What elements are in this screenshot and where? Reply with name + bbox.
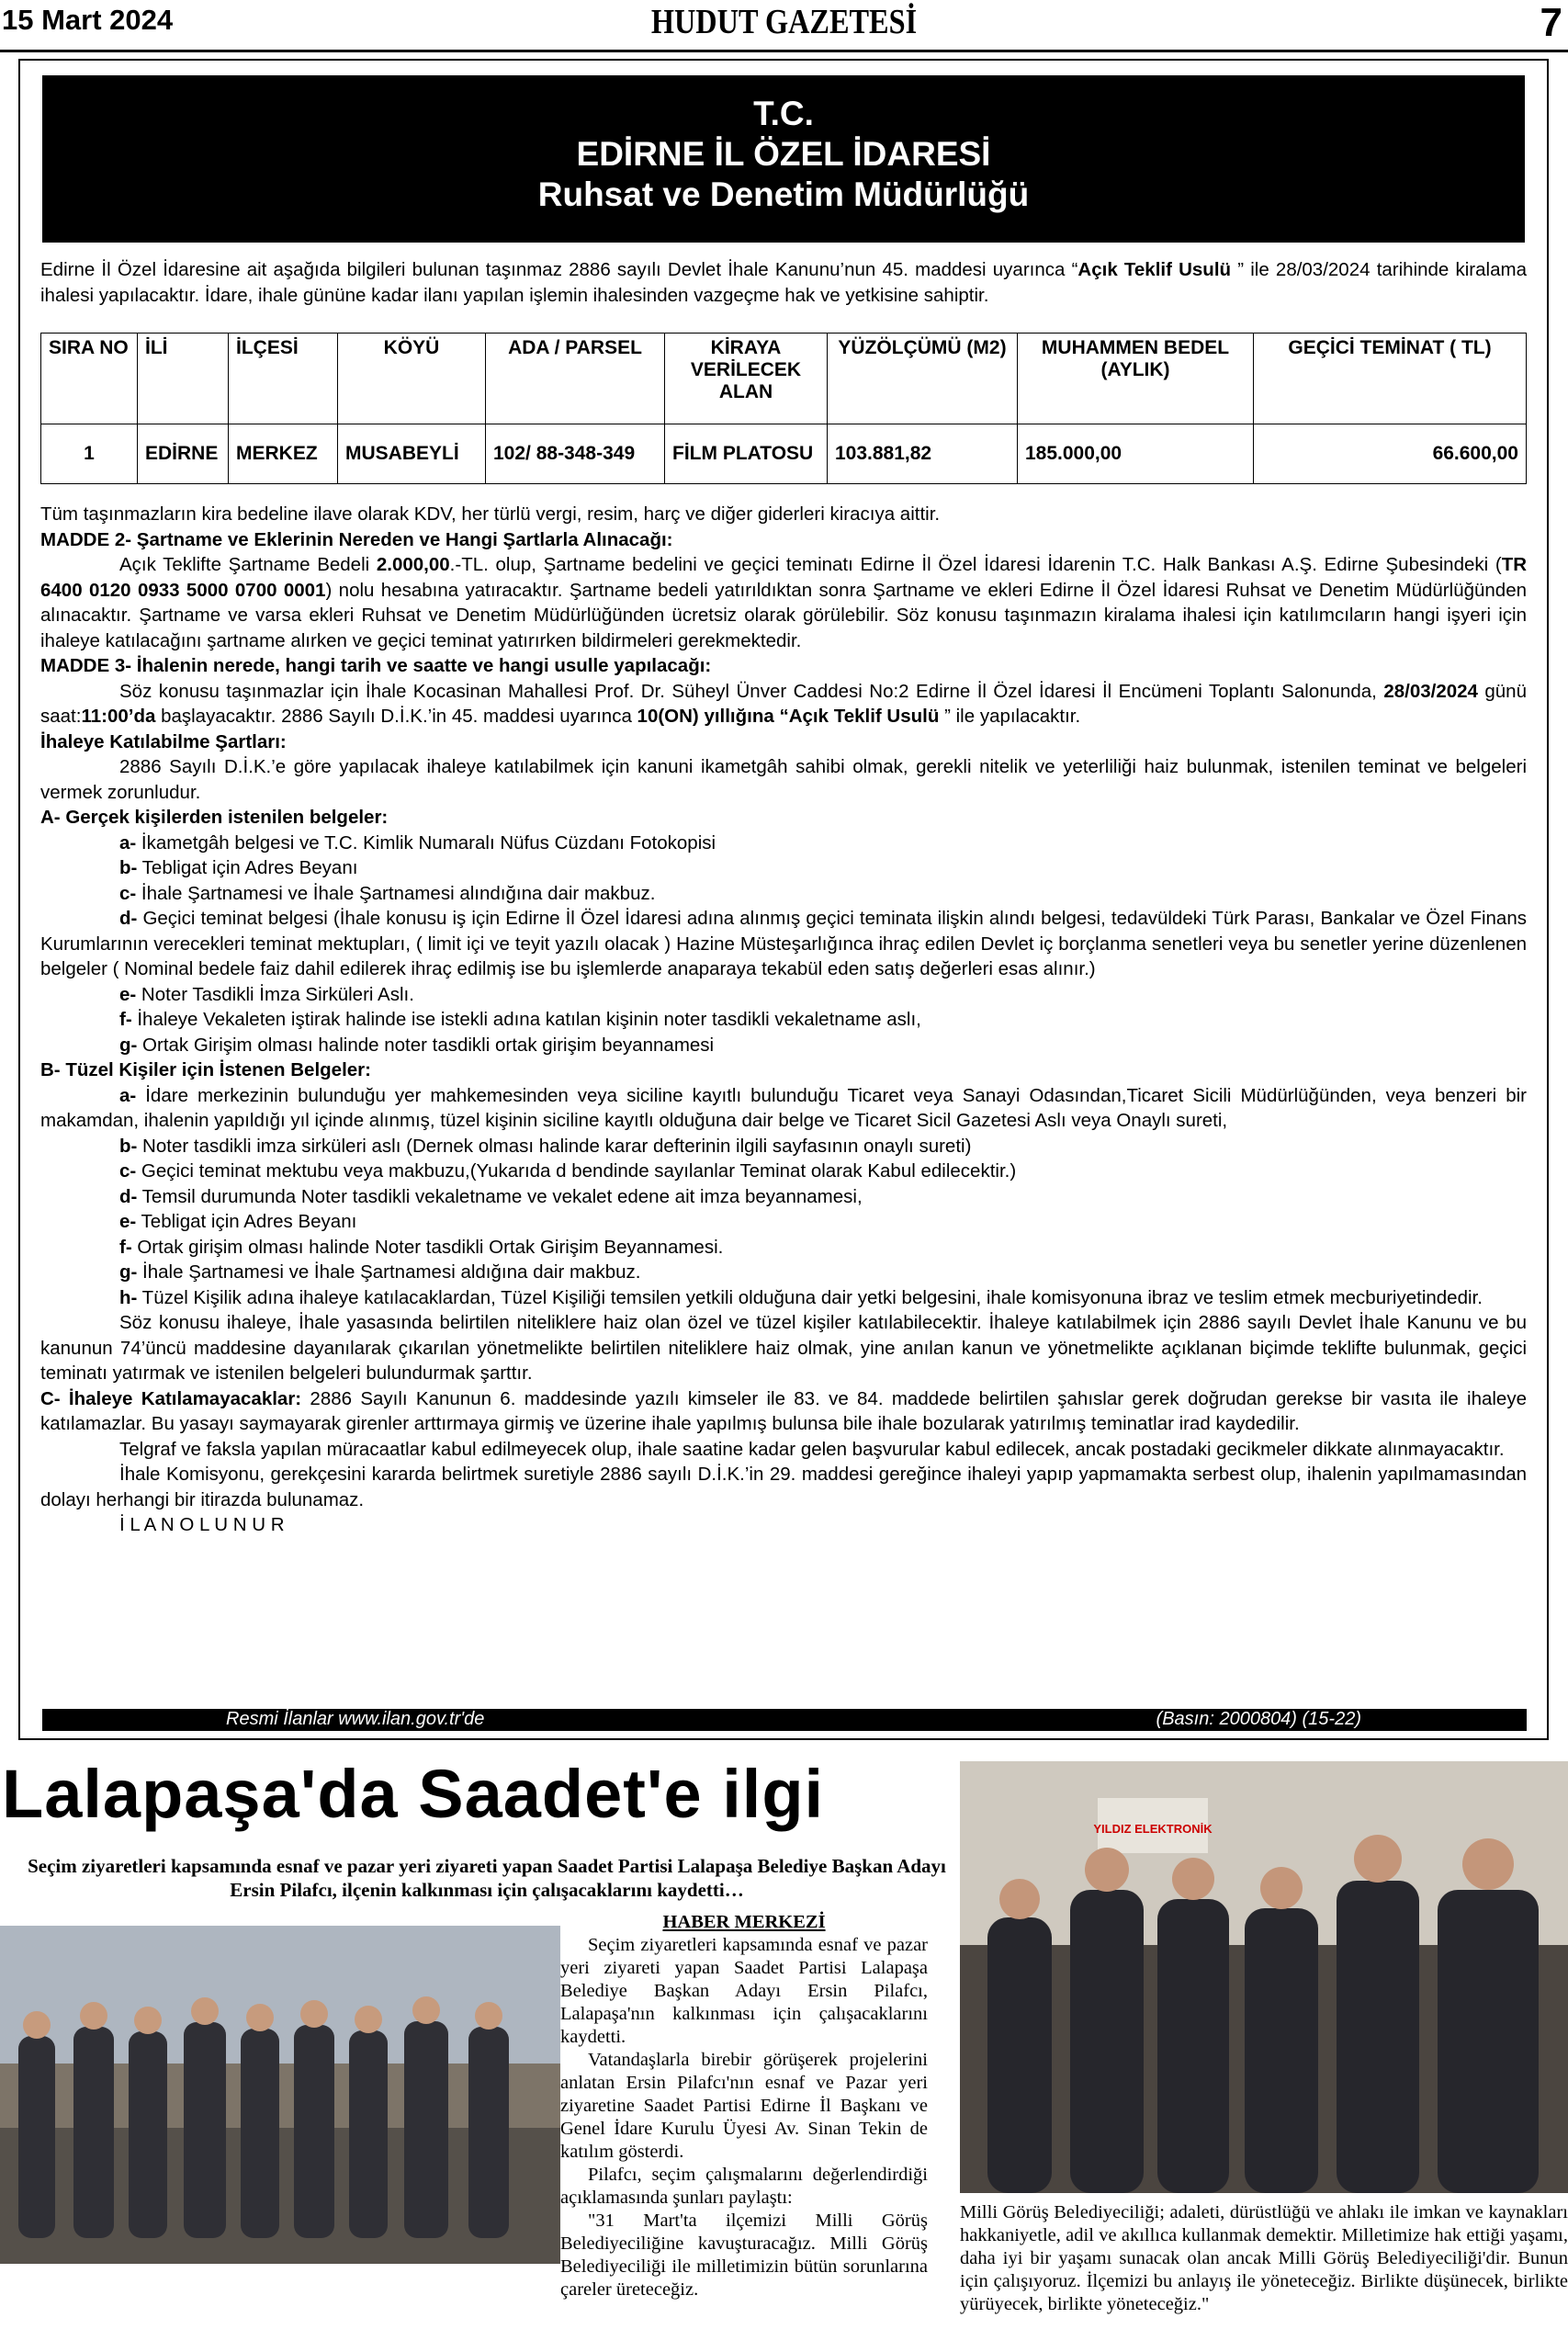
banner-line-2: EDİRNE İL ÖZEL İDARESİ (576, 135, 991, 173)
handshake-photo (960, 1761, 1568, 2193)
list-item: f- Ortak girişim olması halinde Noter tasdikli Ortak Girişim Beyannamesi. (119, 1236, 724, 1258)
cell-yuzolcum: 103.881,82 (828, 424, 1018, 484)
cell-teminat: 66.600,00 (1254, 424, 1527, 484)
section-a-title: A- Gerçek kişilerden istenilen belgeler: (40, 807, 389, 828)
col-il: İLİ (138, 334, 229, 424)
tuzel-paragraph: Söz konusu ihaleye, İhale yasasında belirtilen niteliklere haiz olan özel ve tüzel kişiler katılabilecektir. İhaleye katılabilmek için 2886 sayılı Devlet İhale Kanunu ve bu kanunun 74’üncü maddesine dayanılarak çıkarılan yönetmelikte belirtilen niteliklere haiz olmak, yine anılan kanun ve yönetmelikte açıklanan biçimde teklifte bulunmak, geçici teminatı yatırmak ve istenilen belgeleri bulundurmak şarttır. (40, 1312, 1527, 1384)
article-subhead: Seçim ziyaretleri kapsamında esnaf ve pazar yeri ziyareti yapan Saadet Partisi Lalapaşa Belediye Başkan Adayı Ersin Pilafcı, ilçenin kalkınması için çalışacaklarını kaydetti… (28, 1855, 946, 1901)
ilan-olunur: İ L A N O L U N U R (119, 1514, 285, 1535)
official-notice (18, 59, 1549, 1740)
handshake-photo-illustration (960, 1761, 1568, 2193)
list-item: g- Ortak Girişim olması halinde noter tasdikli ortak girişim beyannamesi (119, 1034, 715, 1056)
article-paragraph: Seçim ziyaretleri kapsamında esnaf ve pazar yeri ziyareti yapan Saadet Partisi Lalapaşa Belediye Başkan Adayı Ersin Pilafcı, Lalapaşa'nın kalkınması için çalışacaklarını kaydetti. (560, 1935, 928, 2047)
list-item: g- İhale Şartnamesi ve İhale Şartnamesi aldığına dair makbuz. (119, 1261, 641, 1283)
page-number: 7 (1540, 0, 1562, 45)
list-item: f- İhaleye Vekaleten iştirak halinde ise istekli adına katılan kişinin noter tasdikli vekaletname aslı, (119, 1009, 921, 1030)
list-item: e- Noter Tasdikli İmza Sirküleri Aslı. (119, 983, 414, 1005)
shop-sign-text: YILDIZ ELEKTRONİK (1093, 1822, 1213, 1836)
section-b-title: B- Tüzel Kişiler için İstenen Belgeler: (40, 1059, 371, 1080)
banner-line-3: Ruhsat ve Denetim Müdürlüğü (537, 175, 1030, 213)
madde-3-title: MADDE 3- İhalenin nerede, hangi tarih ve saatte ve hangi usulle yapılacağı: (40, 655, 712, 676)
col-koy: KÖYÜ (338, 334, 486, 424)
list-item: a- İdare merkezinin bulunduğu yer mahkemesinden veya siciline kayıtlı bulunduğu Ticaret veya Sanayi Odasından,Ticaret Sicili Müdürlüğünden, veya benzeri bir makamdan, ihalenin yapıldığı yıl içinde alınmış, tüzel kişinin siciline kayıtlı olduğuna dair belge ve Ticaret Sicil Gazetesi Aslı veya Onaylı sureti, (40, 1084, 1527, 1131)
col-sira: SIRA NO (41, 334, 138, 424)
madde-3-text: Söz konusu taşınmazlar için İhale Kocasinan Mahallesi Prof. Dr. Süheyl Ünver Caddesi No:2 Edirne İl Özel İdaresi İl Encümeni Toplantı Salonunda, 28/03/2024 günü saat:11:00’da başlayacaktır. 2886 Sayılı D.İ.K.’in 45. maddesi uyarınca 10(ON) yıllığına “Açık Teklif Usulü ” ile yapılacaktır. (40, 680, 1527, 727)
list-item: b- Noter tasdikli imza sirküleri aslı (Dernek olması halinde karar defterinin ilgili sayfasının onaylı sureti) (119, 1135, 972, 1157)
list-item: e- Tebligat için Adres Beyanı (119, 1211, 357, 1232)
article-paragraph: Pilafcı, seçim çalışmalarını değerlendirdiği açıklamasında şunları paylaştı: (560, 2165, 928, 2208)
newspaper-name: HUDUT GAZETESİ (650, 3, 918, 41)
list-item: d- Geçici teminat belgesi (İhale konusu iş için Edirne İl Özel İdaresi adına alınmış geçici teminata ilişkin alındı belgesi, tedavüldeki Türk Parası, Bankalar ve Özel Finans Kurumlarının verecekleri teminat mektupları, ( limit içi ve teyit yazılı olacak ) Hazine Müsteşarlığınca ihraç edilen Devlet iç borçlanma senetleri veya bu senetler yerine düzenlenen belgeler ( Nominal bedele faiz dahil edilerek ihraç edilmiş ise bu işlemlerde anaparaya tekabül eden satış değerleri esas alınır.) (40, 908, 1527, 979)
col-alan: KİRAYA VERİLECEK ALAN (665, 334, 828, 424)
col-ada: ADA / PARSEL (486, 334, 665, 424)
cell-sira: 1 (41, 424, 138, 484)
article-column-2 (960, 2201, 1568, 2316)
cell-alan: FİLM PLATOSU (665, 424, 828, 484)
page-header (0, 0, 1568, 48)
col-yuzolcum: YÜZÖLÇÜMÜ (M2) (828, 334, 1018, 424)
list-item: d- Temsil durumunda Noter tasdikli vekaletname ve vekalet edene ait imza beyannamesi, (119, 1185, 863, 1207)
notice-intro: Edirne İl Özel İdaresine ait aşağıda bilgileri bulunan taşınmaz 2886 sayılı Devlet İhale Kanunu’nun 45. maddesi uyarınca “Açık Teklif Usulü ” ile 28/03/2024 tarihinde kiralama ihalesi yapılacaktır. İdare, ihale gününe kadar ilanı yapılan işlemin ihalesinden vazgeçme hak ve yetkisine sahiptir. (40, 259, 1527, 306)
tax-note: Tüm taşınmazların kira bedeline ilave olarak KDV, her türlü vergi, resim, harç ve diğer giderleri kiracıya aittir. (40, 503, 941, 525)
list-item: b- Tebligat için Adres Beyanı (119, 857, 358, 878)
cell-il: EDİRNE (138, 424, 229, 484)
byline: HABER MERKEZİ (662, 1912, 826, 1932)
notice-body (40, 502, 1527, 1538)
group-photo (0, 1926, 560, 2264)
rental-table (40, 333, 1527, 484)
col-teminat: GEÇİCİ TEMİNAT ( TL) (1254, 334, 1527, 424)
list-item: c- İhale Şartnamesi ve İhale Şartnamesi alındığına dair makbuz. (119, 882, 656, 904)
footer-ref: (Basın: 2000804) (15-22) (1156, 1709, 1361, 1729)
cell-ilce: MERKEZ (229, 424, 338, 484)
article-paragraph: Milli Görüş Belediyeciliği; adaleti, dürüstlüğü ve ahlakı ile imkan ve kaynakları hakkaniyetle, adil ve akıllıca kullanmak demektir. Milletimize hak ettiği yaşamı, daha iyi bir yaşamı sunacak olan ancak Milli Görüş Belediyeciliği'dir. Bunun için çalışıyoruz. İlçemizi bu anlayış ile yöneteceğiz. Birlikte düşünecek, birlikte yürüyecek, birlikte yöneteceğiz." (960, 2202, 1568, 2314)
komisyon-paragraph: İhale Komisyonu, gerekçesini kararda belirtmek suretiyle 2886 sayılı D.İ.K.’in 29. maddesi gereğince ihaleyi yapıp yapmamakta serbest olup, ihalenin yapılmamasından dolayı herhangi bir itirazda bulunamaz. (40, 1464, 1527, 1510)
footer-link-text: Resmi İlanlar www.ilan.gov.tr'de (226, 1709, 485, 1729)
article-column-1 (560, 1911, 928, 2301)
col-bedel: MUHAMMEN BEDEL (AYLIK) (1018, 334, 1254, 424)
header-rule (0, 50, 1568, 52)
table-row (41, 424, 1527, 484)
banner-line-1: T.C. (753, 95, 814, 132)
article-paragraph: "31 Mart'ta ilçemizi Milli Görüş Belediyeciliğine kavuşturacağız. Milli Görüş Belediyeciliği ile milletimizin bütün sorunlarına çareler üreteceğiz. (560, 2211, 928, 2300)
list-item: a- İkametgâh belgesi ve T.C. Kimlik Numaralı Nüfus Cüzdanı Fotokopisi (119, 831, 716, 854)
telgraf-paragraph: Telgraf ve faksla yapılan müracaatlar kabul edilmeyecek olup, ihale saatine kadar gelen başvurular kabul edilecek, ancak postadaki gecikmeler dikkate alınmayacaktır. (119, 1438, 1505, 1460)
katilim-text: 2886 Sayılı D.İ.K.’e göre yapılacak ihaleye katılabilmek için kanuni ikametgâh sahibi olmak, gerekli nitelik ve yeterliliği haiz bulunmak, istenilen teminat ve belgeleri vermek zorunludur. (40, 756, 1527, 803)
group-photo-illustration (0, 1926, 560, 2264)
notice-banner (42, 75, 1525, 243)
col-ilce: İLÇESİ (229, 334, 338, 424)
katilim-title: İhaleye Katılabilme Şartları: (40, 730, 287, 752)
article-paragraph: Vatandaşlarla birebir görüşerek projelerini anlatan Ersin Pilafcı'nın esnaf ve Pazar yeri ziyaretine Saadet Partisi Edirne İl Başkanı ve Genel İdare Kurulu Üyesi Av. Sinan Tekin de katılım gösterdi. (560, 2050, 928, 2162)
article-headline: Lalapaşa'da Saadet'e ilgi (2, 1756, 825, 1832)
cell-bedel: 185.000,00 (1018, 424, 1254, 484)
list-item: h- Tüzel Kişilik adına ihaleye katılacaklardan, Tüzel Kişiliği temsilen yetkili olduğuna dair yetki belgesini, ihale komisyonuna ibraz ve teslim etmek mecburiyetindedir. (119, 1286, 1483, 1308)
notice-footer (42, 1709, 1527, 1731)
issue-date: 15 Mart 2024 (2, 4, 174, 36)
madde-2-text: Açık Teklifte Şartname Bedeli 2.000,00.-TL. olup, Şartname bedelini ve geçici teminatı Edirne İl Özel İdaresi İdarenin T.C. Halk Bankası A.Ş. Edirne Şubesindeki (TR 6400 0120 0933 5000 0700 0001) nolu hesabına yatıracaktır. Şartname bedeli yatırıldıktan sonra Şartname ve ekleri Edirne İl Özel İdaresi Ruhsat ve Denetim Müdürlüğünden alınacaktır. Şartname ve varsa ekleri Ruhsat ve Denetim Müdürlüğünden ücretsiz olarak görülebilir. Söz konusu taşınmazın kiralama ihalesi için katılımcıların hangi işyeri için ihaleye katılacağını şartname alırken ve geçici teminat yatırırken bildirmeleri gerekmektedir. (40, 554, 1528, 651)
list-item: c- Geçici teminat mektubu veya makbuzu,(Yukarıda d bendinde sayılanlar Teminat olarak Kabul edilecektir.) (119, 1160, 1017, 1182)
section-c: C- İhaleye Katılamayacaklar: 2886 Sayılı Kanunun 6. maddesinde yazılı kimseler ile 83. ve 84. maddede belirtilen şahıslar gerek doğrudan gerekse bir vasıta ile ihaleye katılamazlar. Bu yasayı saymayarak girenler arttırmaya girmiş ve üzerine ihale yapılmış bulunsa bile ihale bozularak yatırılmış teminatlar irad kaydedilir. (40, 1387, 1527, 1434)
cell-ada: 102/ 88-348-349 (486, 424, 665, 484)
table-header-row (41, 334, 1527, 424)
cell-koy: MUSABEYLİ (338, 424, 486, 484)
madde-2-title: MADDE 2- Şartname ve Eklerinin Nereden ve Hangi Şartlarla Alınacağı: (40, 528, 673, 550)
